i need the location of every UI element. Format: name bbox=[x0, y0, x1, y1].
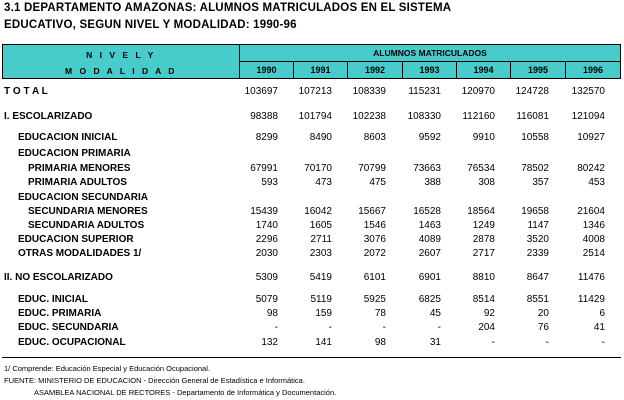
cell-1996: 2514 bbox=[582, 248, 605, 259]
cell-1996: - bbox=[601, 337, 605, 348]
cell-1992: 8603 bbox=[363, 132, 386, 143]
cell-1990: - bbox=[274, 322, 278, 333]
cell-1990: 98 bbox=[266, 308, 278, 319]
cell-1990: 593 bbox=[261, 177, 278, 188]
cell-1996: 121094 bbox=[571, 111, 605, 122]
header-nivel: N I V E L Y bbox=[86, 50, 156, 60]
table-row bbox=[0, 308, 624, 322]
cell-1993: 73663 bbox=[413, 163, 441, 174]
cell-1994: 9910 bbox=[472, 132, 495, 143]
cell-1991: 70170 bbox=[304, 163, 332, 174]
cell-1991: 141 bbox=[315, 337, 332, 348]
cell-1992: 6101 bbox=[363, 272, 386, 283]
cell-1994: 2878 bbox=[472, 234, 495, 245]
cell-1994: 76534 bbox=[467, 163, 495, 174]
cell-1996: 132570 bbox=[571, 86, 605, 97]
table-row bbox=[0, 86, 624, 100]
cell-1992: 1546 bbox=[363, 220, 386, 231]
cell-1991: 107213 bbox=[298, 86, 332, 97]
cell-1995: 357 bbox=[532, 177, 549, 188]
cell-1993: 6825 bbox=[418, 294, 441, 305]
cell-1995: 3520 bbox=[526, 234, 549, 245]
row-label: PRIMARIA ADULTOS bbox=[28, 177, 127, 188]
header-modalidad: M O D A L I D A D bbox=[65, 66, 177, 76]
cell-1994: 120970 bbox=[461, 86, 495, 97]
table-row bbox=[0, 148, 624, 162]
cell-1996: 21604 bbox=[577, 206, 605, 217]
row-label: SECUNDARIA ADULTOS bbox=[28, 220, 145, 231]
year-header-1994: 1994 bbox=[457, 62, 511, 79]
cell-1996: 11429 bbox=[577, 294, 605, 305]
cell-1991: 16042 bbox=[304, 206, 332, 217]
footnote: 1/ Comprende: Educación Especial y Educación Ocupacional. bbox=[4, 364, 210, 373]
cell-1990: 67991 bbox=[250, 163, 278, 174]
source-line-1: FUENTE: MINISTERIO DE EDUCACION - Dirección General de Estadística e Informática. bbox=[4, 376, 305, 385]
cell-1993: 388 bbox=[424, 177, 441, 188]
cell-1991: 2303 bbox=[309, 248, 332, 259]
row-label: T O T A L bbox=[4, 86, 48, 97]
row-label: EDUC. INICIAL bbox=[18, 294, 88, 305]
table-row bbox=[0, 177, 624, 191]
year-header-1990: 1990 bbox=[240, 62, 294, 79]
cell-1996: 10927 bbox=[577, 132, 605, 143]
cell-1996: 453 bbox=[588, 177, 605, 188]
cell-1993: 108330 bbox=[407, 111, 441, 122]
table-row bbox=[0, 322, 624, 336]
cell-1990: 2030 bbox=[255, 248, 278, 259]
cell-1990: 103697 bbox=[244, 86, 278, 97]
cell-1994: 112160 bbox=[462, 111, 495, 122]
cell-1996: 6 bbox=[599, 308, 605, 319]
cell-1992: 108339 bbox=[352, 86, 386, 97]
cell-1992: - bbox=[382, 322, 386, 333]
cell-1992: 2072 bbox=[363, 248, 386, 259]
table-row bbox=[0, 163, 624, 177]
cell-1995: 116081 bbox=[516, 111, 549, 122]
cell-1994: 204 bbox=[478, 322, 495, 333]
page-subtitle: EDUCATIVO, SEGUN NIVEL Y MODALIDAD: 1990-96 bbox=[4, 19, 297, 31]
row-label: EDUC. OCUPACIONAL bbox=[18, 337, 126, 348]
cell-1990: 2296 bbox=[255, 234, 278, 245]
alumnos-matriculados-header: ALUMNOS MATRICULADOS bbox=[240, 44, 621, 62]
cell-1996: 80242 bbox=[577, 163, 605, 174]
row-label: EDUCACION INICIAL bbox=[18, 132, 118, 143]
cell-1990: 8299 bbox=[255, 132, 278, 143]
table-row bbox=[0, 220, 624, 234]
cell-1990: 5079 bbox=[255, 294, 278, 305]
cell-1995: 2339 bbox=[526, 248, 549, 259]
cell-1993: 115231 bbox=[408, 86, 441, 97]
cell-1993: 2607 bbox=[418, 248, 441, 259]
cell-1994: 18564 bbox=[467, 206, 495, 217]
cell-1993: 9592 bbox=[418, 132, 441, 143]
cell-1991: 473 bbox=[315, 177, 332, 188]
cell-1995: 8551 bbox=[526, 294, 549, 305]
nivel-modalidad-header bbox=[2, 44, 240, 79]
table-row bbox=[0, 206, 624, 220]
year-header-1991: 1991 bbox=[294, 62, 348, 79]
cell-1992: 102238 bbox=[352, 111, 386, 122]
cell-1990: 132 bbox=[261, 337, 278, 348]
cell-1991: 5419 bbox=[309, 272, 332, 283]
year-header-1996: 1996 bbox=[566, 62, 621, 79]
year-header-1992: 1992 bbox=[348, 62, 403, 79]
cell-1990: 1740 bbox=[255, 220, 278, 231]
cell-1996: 11476 bbox=[577, 272, 605, 283]
cell-1992: 70799 bbox=[358, 163, 386, 174]
row-label: SECUNDARIA MENORES bbox=[28, 206, 148, 217]
cell-1995: 78502 bbox=[521, 163, 549, 174]
cell-1992: 78 bbox=[374, 308, 386, 319]
cell-1991: 8490 bbox=[309, 132, 332, 143]
row-label: EDUCACION SECUNDARIA bbox=[18, 192, 149, 203]
cell-1990: 98388 bbox=[250, 111, 278, 122]
cell-1990: 15439 bbox=[250, 206, 278, 217]
cell-1992: 98 bbox=[374, 337, 386, 348]
table-row bbox=[0, 248, 624, 262]
cell-1994: 8514 bbox=[472, 294, 495, 305]
row-label: II. NO ESCOLARIZADO bbox=[4, 272, 113, 283]
table-row bbox=[0, 294, 624, 308]
cell-1991: 1605 bbox=[309, 220, 332, 231]
cell-1994: 92 bbox=[483, 308, 495, 319]
year-header-1995: 1995 bbox=[511, 62, 566, 79]
cell-1991: 2711 bbox=[310, 234, 332, 245]
cell-1993: 6901 bbox=[418, 272, 441, 283]
cell-1995: - bbox=[545, 337, 549, 348]
table-row bbox=[0, 234, 624, 248]
table-row bbox=[0, 337, 624, 351]
cell-1992: 15667 bbox=[358, 206, 386, 217]
cell-1996: 4008 bbox=[582, 234, 605, 245]
cell-1994: 2717 bbox=[472, 248, 495, 259]
cell-1991: 5119 bbox=[310, 294, 332, 305]
page-title: 3.1 DEPARTAMENTO AMAZONAS: ALUMNOS MATRICULADOS EN EL SISTEMA bbox=[4, 2, 452, 14]
source-line-2: ASAMBLEA NACIONAL DE RECTORES - Departamento de Informática y Documentación. bbox=[34, 388, 337, 397]
cell-1995: 19658 bbox=[521, 206, 549, 217]
row-label: EDUCACION PRIMARIA bbox=[18, 148, 131, 159]
cell-1994: 308 bbox=[478, 177, 495, 188]
cell-1990: 5309 bbox=[255, 272, 278, 283]
cell-1995: 1147 bbox=[527, 220, 549, 231]
cell-1993: 1463 bbox=[418, 220, 441, 231]
cell-1993: 16528 bbox=[413, 206, 441, 217]
year-header-1993: 1993 bbox=[403, 62, 457, 79]
table-row bbox=[0, 111, 624, 125]
row-label: EDUCACION SUPERIOR bbox=[18, 234, 134, 245]
cell-1994: 8810 bbox=[472, 272, 495, 283]
cell-1995: 76 bbox=[537, 322, 549, 333]
cell-1991: 101794 bbox=[298, 111, 332, 122]
cell-1995: 8647 bbox=[526, 272, 549, 283]
row-label: OTRAS MODALIDADES 1/ bbox=[18, 248, 142, 259]
cell-1991: - bbox=[328, 322, 332, 333]
cell-1996: 1346 bbox=[582, 220, 605, 231]
cell-1996: 41 bbox=[593, 322, 605, 333]
table-row bbox=[0, 192, 624, 206]
cell-1995: 124728 bbox=[515, 86, 549, 97]
cell-1992: 5925 bbox=[363, 294, 386, 305]
cell-1995: 10558 bbox=[521, 132, 549, 143]
cell-1994: - bbox=[491, 337, 495, 348]
cell-1991: 159 bbox=[315, 308, 332, 319]
cell-1993: 45 bbox=[429, 308, 441, 319]
cell-1994: 1249 bbox=[472, 220, 495, 231]
table-row bbox=[0, 272, 624, 286]
row-label: I. ESCOLARIZADO bbox=[4, 111, 93, 122]
cell-1993: 4089 bbox=[418, 234, 441, 245]
cell-1993: 31 bbox=[429, 337, 441, 348]
row-label: EDUC. SECUNDARIA bbox=[18, 322, 119, 333]
cell-1992: 3076 bbox=[363, 234, 386, 245]
cell-1993: - bbox=[437, 322, 441, 333]
row-label: EDUC. PRIMARIA bbox=[18, 308, 102, 319]
row-label: PRIMARIA MENORES bbox=[28, 163, 131, 174]
cell-1992: 475 bbox=[369, 177, 386, 188]
cell-1995: 20 bbox=[537, 308, 549, 319]
table-bottom-border bbox=[2, 357, 621, 358]
table-row bbox=[0, 132, 624, 146]
